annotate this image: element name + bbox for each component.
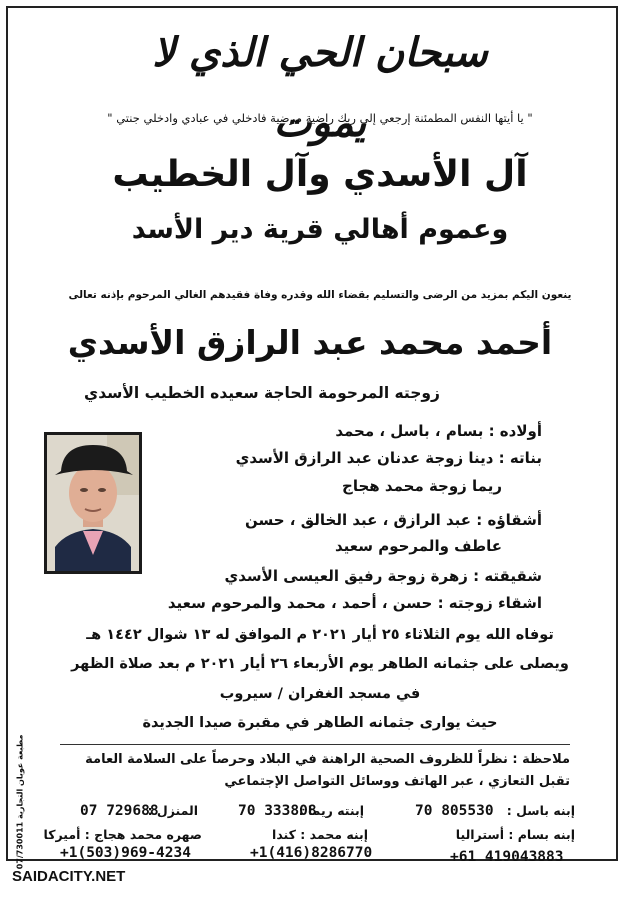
contact-mohammad-label: إبنه محمد : كندا — [272, 827, 368, 842]
announcement-intro: ينعون اليكم بمزيد من الرضى والتسليم بقضاء الله وقدره وفاة فقيدهم الغالي المرحوم بإذنه تعالى — [68, 289, 572, 301]
contact-home-phone: 07 729688 — [80, 803, 159, 819]
sister-line: شقيقته : زهرة زوجة رفيق العيسى الأسدي — [224, 567, 542, 585]
burial-place: حيث يوارى جثمانه الطاهر في مقبرة صيدا الجديدة — [142, 715, 498, 731]
contact-home-label: المنزل : — [147, 803, 198, 818]
quran-verse: " يا أيتها النفس المطمئنة إرجعي إلى ربك راضية مرضية فادخلي في عبادي وادخلي جنتي " — [107, 111, 533, 125]
contact-inlaw-phone: +1(503)969-4234 — [60, 845, 191, 861]
contact-bassam-phone: +61 419043883 — [450, 849, 564, 865]
wife-siblings-line: اشقاء زوجته : حسن ، أحمد ، محمد والمرحوم سعيد — [167, 594, 542, 612]
printer-credit: مطبعة عوبان التجارية 07/730011 — [15, 734, 25, 870]
deceased-photo — [44, 432, 142, 574]
mosque-location: في مسجد الغفران / سيروب — [219, 686, 421, 702]
contact-bassam-label: إبنه بسام : أستراليا — [455, 827, 575, 842]
daughters-line: بناته : دينا زوجة عدنان عبد الرازق الأسدي — [235, 449, 542, 467]
prayer-time: ويصلى على جثمانه الطاهر يوم الأربعاء ٢٦ أيار ٢٠٢١ م بعد صلاة الظهر — [71, 656, 569, 672]
village-families: وعموم أهالي قرية دير الأسد — [131, 214, 509, 245]
contact-inlaw-label: صهره محمد هجاج : أميركا — [43, 827, 202, 842]
note-line-2: تقبل التعازي ، عبر الهاتف ووسائل التواصل الإجتماعي — [224, 774, 570, 789]
death-date: توفاه الله يوم الثلاثاء ٢٥ أيار ٢٠٢١ م الموافق له ١٣ شوال ١٤٤٢ هـ — [86, 627, 554, 643]
contact-basel-label: إبنه باسل : — [506, 803, 575, 818]
contact-rima-label: إبنته ريما : — [298, 803, 364, 818]
deceased-name: أحمد محمد عبد الرازق الأسدي — [67, 323, 553, 362]
daughters-line-2: ريما زوجة محمد هجاج — [342, 477, 502, 495]
family-names: آل الأسدي وآل الخطيب — [112, 154, 528, 195]
sons-line: أولاده : بسام ، باسل ، محمد — [335, 422, 542, 440]
brothers-line: أشقاؤه : عبد الرازق ، عبد الخالق ، حسن — [245, 511, 542, 529]
divider — [60, 744, 570, 745]
site-watermark: SAIDACITY.NET — [12, 868, 126, 885]
note-line-1: ملاحظة : نظراً للظروف الصحية الراهنة في البلاد وحرصاً على السلامة العامة — [85, 752, 570, 767]
contact-basel-phone: 70 805530 — [415, 803, 494, 819]
portrait-image — [47, 435, 139, 571]
brothers-line-2: عاطف والمرحوم سعيد — [334, 537, 502, 555]
wife-line: زوجته المرحومة الحاجة سعيده الخطيب الأسدي — [83, 384, 440, 402]
contact-rima-phone: 70 333808 — [238, 803, 317, 819]
calligraphy-header: سبحان الحي الذي لا يموت — [152, 29, 488, 146]
contact-mohammad-phone: +1(416)8286770 — [250, 845, 373, 861]
